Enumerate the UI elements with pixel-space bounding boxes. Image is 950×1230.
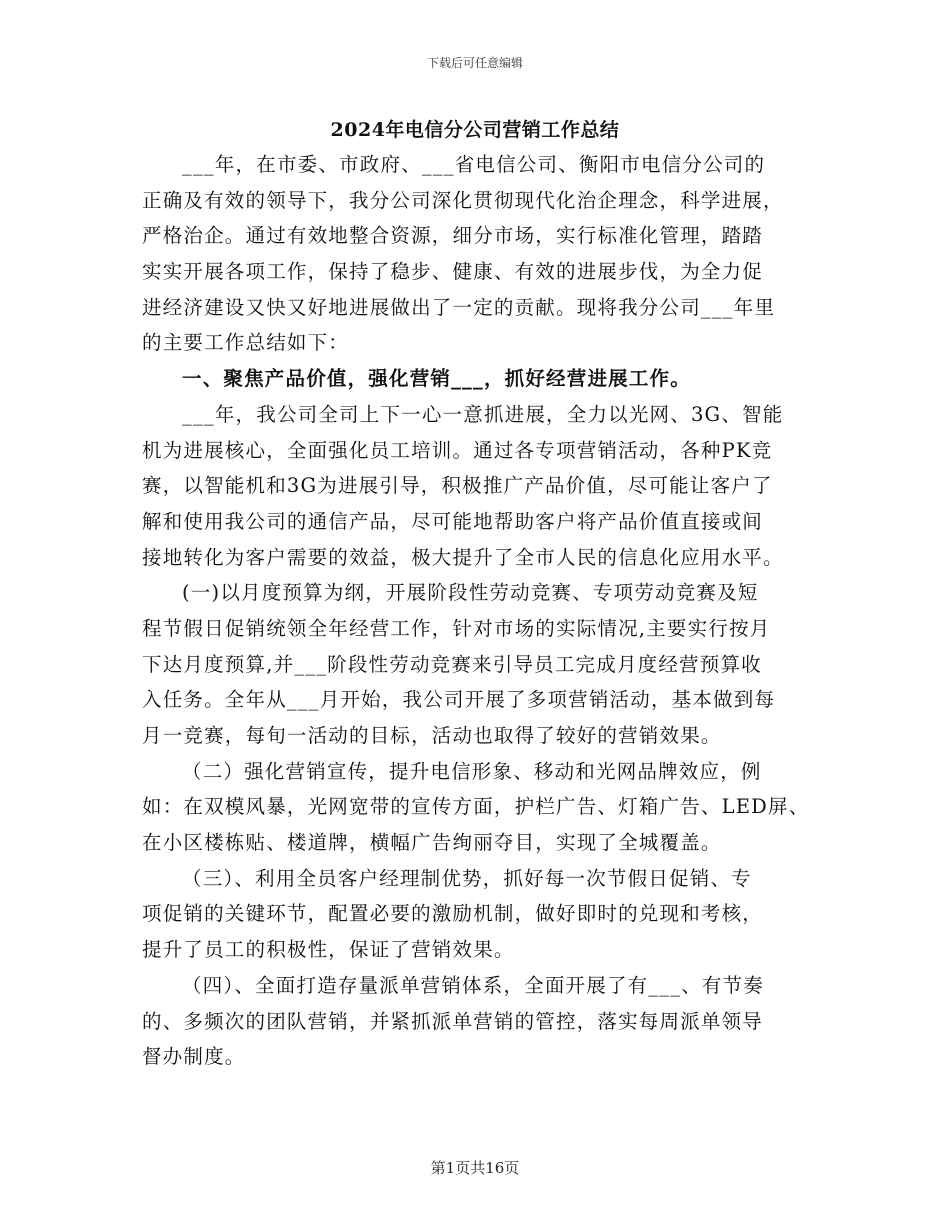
body-line: 在小区楼栋贴、楼道牌，横幅广告绚丽夺目，实现了全城覆盖。 [142, 831, 722, 855]
body-line: 月一竞赛，每旬一活动的目标，活动也取得了较好的营销效果。 [142, 724, 722, 747]
section-heading: 一、聚焦产品价值，强化营销___，抓好经营进展工作。 [182, 367, 691, 391]
body-line: 接地转化为客户需要的效益，极大提升了全市人民的信息化应用水平。 [142, 545, 784, 569]
body-line: 如：在双模风暴，光网宽带的宣传方面，护栏广告、灯箱广告、LED屏、 [142, 795, 810, 819]
body-line: (一)以月度预算为纲，开展阶段性劳动竞赛、专项劳动竞赛及短 [182, 581, 759, 605]
body-line: 进经济建设又快又好地进展做出了一定的贡献。现将我分公司___年里 [142, 295, 776, 319]
body-line: 解和使用我公司的通信产品，尽可能地帮助客户将产品价值直接或间 [142, 509, 764, 533]
body-line: 赛，以智能机和3G为进展引导，积极推广产品价值，尽可能让客户了 [142, 474, 773, 498]
body-line: 督办制度。 [142, 1045, 246, 1069]
body-line: （二）强化营销宣传，提升电信形象、移动和光网品牌效应，例 [182, 759, 762, 783]
document-body [142, 147, 812, 1075]
body-line: ___年，在市委、市政府、___省电信公司、衡阳市电信分公司的 [182, 153, 766, 176]
document-title: 2024年电信分公司营销工作总结 [330, 119, 620, 141]
body-line: 严格治企。通过有效地整合资源，细分市场，实行标准化管理，踏踏 [142, 224, 764, 248]
body-line: 入任务。全年从___月开始，我公司开展了多项营销活动，基本做到每 [142, 688, 776, 712]
body-line: （三）、利用全员客户经理制优势，抓好每一次节假日促销、专 [182, 866, 752, 890]
body-line: 实实开展各项工作，保持了稳步、健康、有效的进展步伐，为全力促 [142, 260, 764, 284]
page-footer: 第1页共16页 [430, 1159, 520, 1177]
body-line: 机为进展核心，全面强化员工培训。通过各专项营销活动，各种PK竞 [142, 438, 773, 462]
body-line: 提升了员工的积极性，保证了营销效果。 [142, 938, 515, 962]
body-line: ___年，我公司全司上下一心一意抓进展，全力以光网、3G、智能 [182, 402, 784, 426]
body-line: 的、多频次的团队营销，并紧抓派单营销的管控，落实每周派单领导 [142, 1009, 764, 1033]
body-line: 下达月度预算,并___阶段性劳动竞赛来引导员工完成月度经营预算收 [142, 652, 762, 676]
body-line: 程节假日促销统领全年经营工作，针对市场的实际情况,主要实行按月 [142, 616, 771, 640]
header-note: 下载后可任意编辑 [426, 56, 523, 70]
body-line: 项促销的关键环节，配置必要的激励机制，做好即时的兑现和考核， [142, 902, 764, 926]
body-line: 的主要工作总结如下： [142, 331, 350, 355]
body-line: 正确及有效的领导下，我分公司深化贯彻现代化治企理念，科学进展， [142, 188, 784, 212]
body-line: （四）、全面打造存量派单营销体系，全面开展了有___、有节奏 [182, 973, 765, 997]
